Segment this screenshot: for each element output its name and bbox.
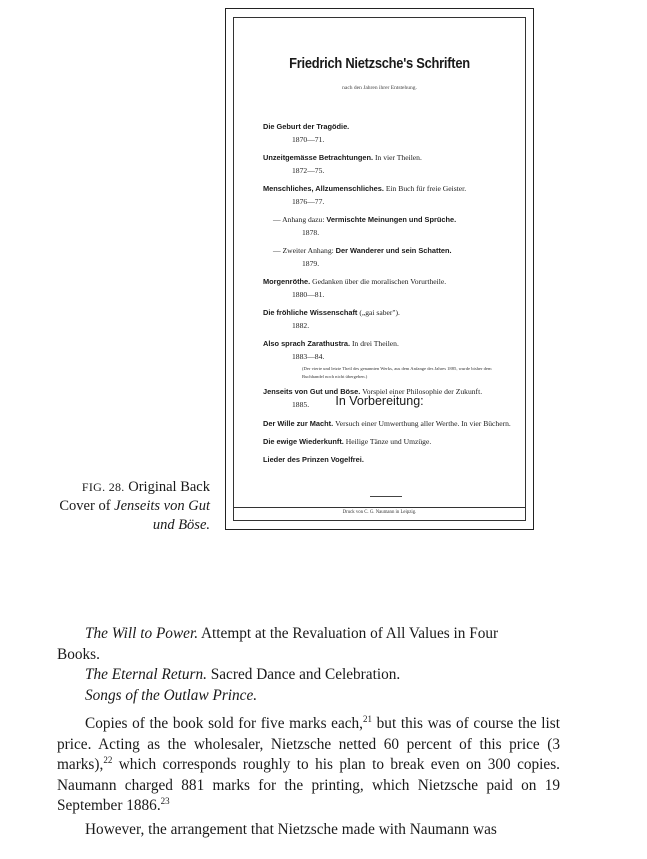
ornamental-rule [370, 496, 402, 497]
work-years: 1876—77. [292, 197, 325, 206]
work-title: Lieder des Prinzen Vogelfrei. [263, 455, 364, 464]
work-title: The Will to Power. [85, 625, 199, 642]
list-line-will-to-power [57, 624, 560, 645]
caption-text: Cover of [59, 498, 111, 514]
cover-work-entry [263, 275, 533, 301]
in-preparation-list [263, 417, 533, 471]
figure-label: FIG. 28. [81, 480, 125, 494]
work-title: The Eternal Return. [85, 666, 207, 683]
work-years: 1885. [292, 400, 310, 409]
work-desc: („gai saber"). [359, 308, 400, 317]
work-years: 1879. [302, 259, 320, 268]
paragraph-text: which corresponds roughly to his plan to break even on 300 copies. Naumann charged 881 marks for the printing, which Nietzsche paid on 19 September 1886. [57, 756, 560, 814]
cover-work-entry [263, 213, 533, 239]
caption-title: und Böse. [152, 517, 210, 533]
work-title: Die Geburt der Tragödie. [263, 122, 350, 131]
work-desc: Ein Buch für freie Geister. [385, 184, 467, 193]
work-years: 1870—71. [292, 135, 325, 144]
paragraph-text: Copies of the book sold for five marks each, [85, 715, 364, 732]
work-title: Songs of the Outlaw Prince. [85, 686, 258, 704]
cover-work-entry [263, 120, 533, 146]
work-desc: In vier Theilen. [374, 153, 422, 162]
work-desc: Gedanken über die moralischen Vorurtheile. [312, 277, 447, 286]
work-desc: Attempt at the Revaluation of All Values in Four [198, 625, 499, 642]
work-title: Die ewige Wiederkunft. [263, 437, 344, 446]
works-list [263, 120, 533, 416]
work-title: Der Wanderer und sein Schatten. [335, 246, 452, 255]
work-desc: Versuch einer Umwerthung aller Werthe. In vier Büchern. [335, 419, 511, 428]
work-title: Der Wille zur Macht. [263, 419, 334, 428]
body-text [57, 624, 560, 840]
list-line-songs [57, 686, 560, 707]
prep-entry [263, 453, 533, 466]
paragraph-copies [57, 714, 560, 817]
work-years: 1880—81. [292, 290, 325, 299]
work-desc: Heilige Tänze und Umzüge. [345, 437, 432, 446]
list-line-continuation: Books. [57, 645, 100, 663]
cover-work-entry [263, 244, 533, 270]
work-title: Unzeitgemässe Betrachtungen. [263, 153, 374, 162]
footnote-ref[interactable]: 23 [160, 795, 170, 806]
cover-work-entry [263, 182, 533, 208]
work-years: 1882. [292, 321, 310, 330]
work-title: Morgenröthe. [263, 277, 311, 286]
work-title: Also sprach Zarathustra. [263, 339, 351, 348]
cover-work-entry [263, 306, 533, 332]
work-years: 1872—75. [292, 166, 325, 175]
caption-title: Jenseits von Gut [114, 498, 210, 514]
caption-text: Original Back [128, 479, 210, 495]
work-title: Menschliches, Allzumenschliches. [263, 184, 384, 193]
work-desc: Sacred Dance and Celebration. [206, 666, 401, 683]
work-note: (Der vierte und letzte Theil des genannten Werks, aus dem Anfange des Jahres 1885, wurde bisher dem Buchhandel noch nicht übergeben.) [302, 366, 492, 379]
printer-imprint: Druck von C. G. Naumann in Leipzig. [342, 510, 417, 515]
cover-work-entry [263, 337, 533, 380]
figure-caption [40, 478, 210, 535]
work-years: 1883—84. [292, 352, 325, 361]
work-title: Die fröhliche Wissenschaft [263, 308, 358, 317]
work-prefix: — Anhang dazu: [273, 215, 325, 224]
footnote-ref[interactable]: 21 [363, 713, 373, 724]
paragraph-arrangement: However, the arrangement that Nietzsche made with Naumann was [85, 820, 497, 838]
cover-work-entry [263, 151, 533, 177]
cover-title: Friedrich Nietzsche's Schriften [289, 55, 470, 72]
work-years: 1878. [302, 228, 320, 237]
prep-entry [263, 417, 533, 430]
footnote-ref[interactable]: 22 [103, 754, 113, 765]
work-desc: Vorspiel einer Philosophie der Zukunft. [362, 387, 483, 396]
cover-subtitle: nach den Jahren ihrer Entstehung. [342, 85, 417, 91]
paragraph-text: but this was of course the list price. Acting as the wholesaler, Nietzsche netted 60 percent of this price (3 marks), [57, 715, 561, 773]
work-desc: In drei Theilen. [351, 339, 399, 348]
work-prefix: — Zweiter Anhang: [273, 246, 334, 255]
work-title: Vermischte Meinungen und Sprüche. [326, 215, 457, 224]
in-preparation-heading: In Vorbereitung: [335, 394, 424, 408]
list-line-eternal-return [57, 665, 560, 686]
back-cover-image [225, 8, 534, 530]
prep-entry [263, 435, 533, 448]
printer-bar [233, 507, 526, 521]
work-title: Jenseits von Gut und Böse. [263, 387, 361, 396]
